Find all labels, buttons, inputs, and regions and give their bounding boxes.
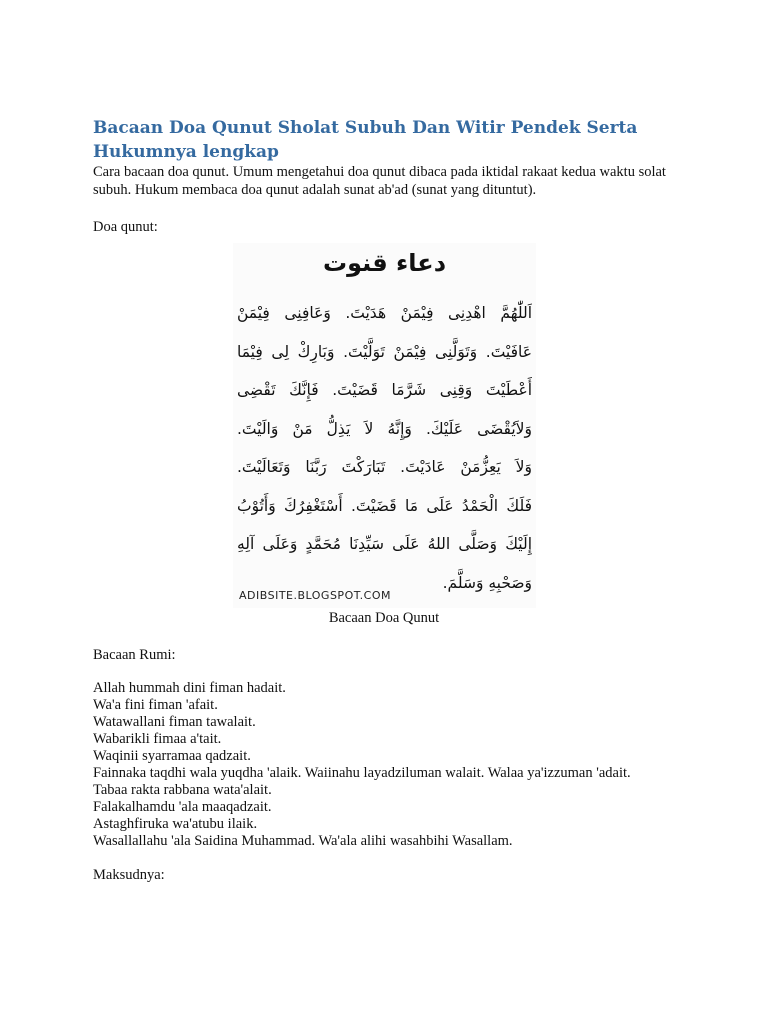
rumi-line: Wasallallahu 'ala Saidina Muhammad. Wa'ala alihi wasahbihi Wasallam. — [93, 833, 513, 849]
image-watermark: ADIBSITE.BLOGSPOT.COM — [239, 589, 391, 602]
maksud-label: Maksudnya: — [93, 867, 165, 883]
intro-paragraph: Cara bacaan doa qunut. Umum mengetahui doa qunut dibaca pada iktidal rakaat kedua waktu solat subuh. Hukum membaca doa qunut adalah sunat ab'ad (sunat yang dituntut). — [93, 164, 666, 198]
arabic-line: اَللّٰهُمَّ اهْدِنِى فِيْمَنْ هَدَيْتَ. وَعَافِنِى فِيْمَنْ — [237, 304, 532, 322]
arabic-text-block — [237, 298, 532, 606]
rumi-line: Tabaa rakta rabbana wata'alait. — [93, 782, 272, 798]
doa-label: Doa qunut: — [93, 219, 158, 235]
rumi-line: Astaghfiruka wa'atubu ilaik. — [93, 816, 258, 832]
arabic-line: إِلَيْكَ وَصَلَّى اللهُ عَلَى سَيِّدِنَا مُحَمَّدٍ وَعَلَى آلِهِ — [237, 535, 532, 553]
arabic-line: وَصَحْبِهِ وَسَلَّمَ. — [442, 573, 532, 592]
rumi-line: Wabarikli fimaa a'tait. — [93, 731, 222, 747]
arabic-line: عَافَيْتَ. وَتَوَلَّنِى فِيْمَنْ تَوَلَّيْتَ. وَبَارِكْ لِى فِيْمَا — [237, 342, 532, 361]
rumi-text-block — [93, 680, 733, 850]
rumi-label: Bacaan Rumi: — [93, 647, 176, 663]
arabic-line: فَلَكَ الْحَمْدُ عَلَى مَا قَضَيْتَ. أَسْتَغْفِرُكَ وَأَتُوْبُ — [237, 496, 532, 515]
article-title: Bacaan Doa Qunut Sholat Subuh Dan Witir Pendek Serta Hukumnya lengkap — [93, 118, 638, 162]
arabic-title: دعاء قنوت — [322, 249, 447, 277]
rumi-line: Watawallani fiman tawalait. — [93, 714, 256, 730]
rumi-line: Waqinii syarramaa qadzait. — [93, 748, 251, 764]
rumi-line: Allah hummah dini fiman hadait. — [93, 680, 286, 696]
rumi-line: Wa'a fini fiman 'afait. — [93, 697, 218, 713]
arabic-line: وَلاَ يَعِزُّمَنْ عَادَيْتَ. تَبَارَكْتَ رَبَّنَا وَتَعَالَيْتَ. — [237, 458, 532, 476]
arabic-doa-image — [233, 243, 536, 608]
arabic-line: أَعْطَيْتَ وَقِنِى شَرَّمَا قَضَيْتَ. فَإِنَّكَ تَقْضِى — [237, 381, 532, 399]
rumi-line: Fainnaka taqdhi wala yuqdha 'alaik. Waiinahu layadziluman walait. Walaa ya'izzuman 'adait. — [93, 765, 631, 781]
rumi-line: Falakalhamdu 'ala maaqadzait. — [93, 799, 272, 815]
image-caption: Bacaan Doa Qunut — [328, 610, 440, 626]
arabic-line: وَلاَيُقْضَى عَلَيْكَ. وَإِنَّهُ لاَ يَذِلُّ مَنْ وَالَيْتَ. — [237, 419, 532, 438]
